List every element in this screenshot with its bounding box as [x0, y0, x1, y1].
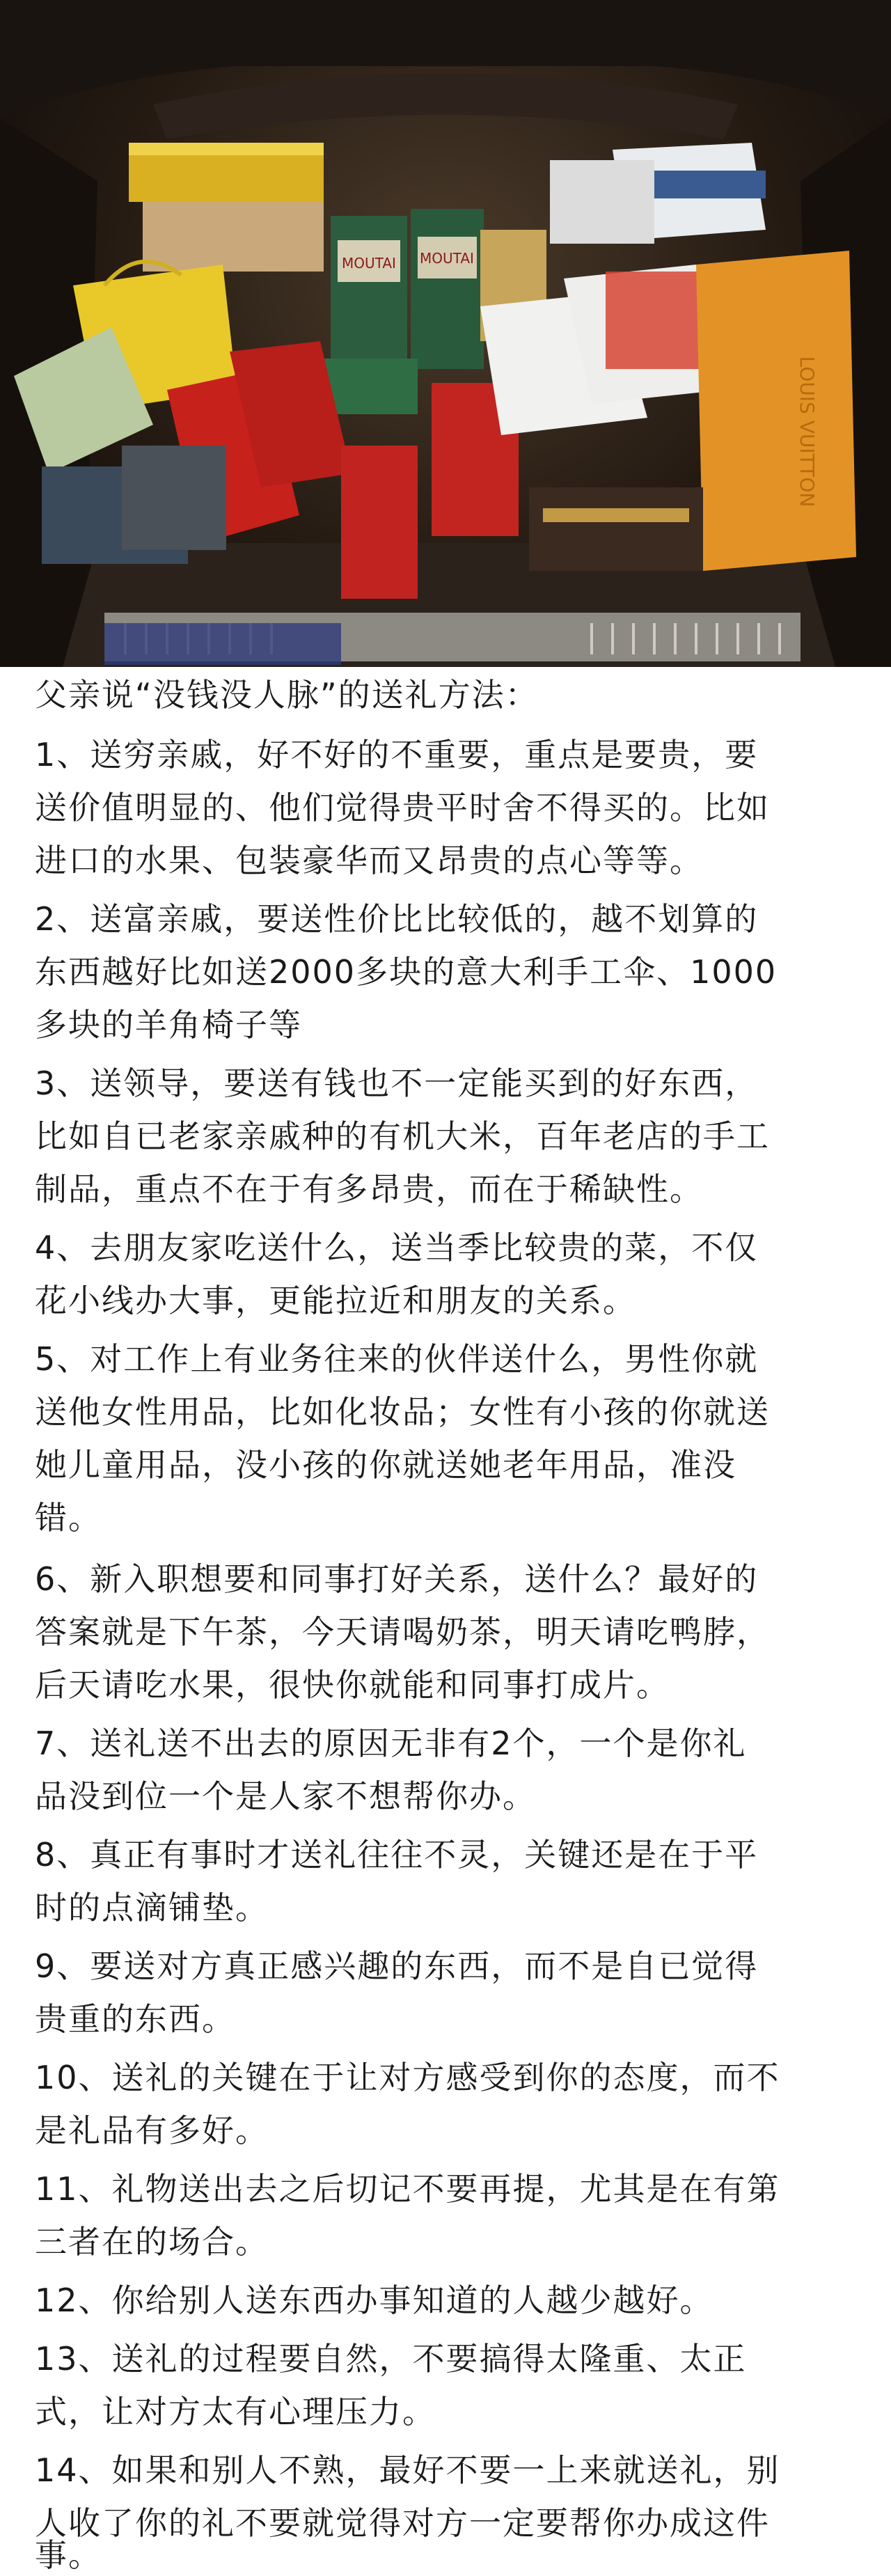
article-line: 是礼品有多好。 [35, 2112, 269, 2149]
rear-seat-back [153, 73, 738, 139]
article-line: 贵重的东西。 [35, 2000, 235, 2038]
moutai-box [411, 209, 484, 369]
red-cigarette-carton [341, 446, 418, 599]
moutai-label: MOUTAI [420, 250, 474, 267]
article-line: 1、送穷亲戚，好不好的不重要，重点是要贵，要 [35, 736, 759, 773]
article-line: 5、对工作上有业务往来的伙伴送什么，男性你就 [35, 1340, 759, 1378]
article-line: 14、如果和别人不熟，最好不要一上来就送礼，别 [35, 2451, 780, 2489]
article-line: 进口的水果、包装豪华而又昂贵的点心等等。 [35, 842, 703, 879]
article-line: 品没到位一个是人家不想帮你办。 [35, 1777, 536, 1815]
article-line: 2、送富亲戚，要送性价比比较低的，越不划算的 [35, 900, 759, 938]
moutai-label: MOUTAI [342, 255, 396, 272]
article-line: 比如自已老家亲戚种的有机大米，百年老店的手工 [35, 1117, 770, 1155]
article-line: 人收了你的礼不要就觉得对方一定要帮你办成这件 [35, 2504, 770, 2542]
article-line: 后天请吃水果，很快你就能和同事打成片。 [35, 1666, 670, 1704]
article-line: 10、送礼的关键在于让对方感受到你的态度，而不 [35, 2059, 780, 2096]
beige-gift-box [143, 202, 324, 272]
article-line: 13、送礼的过程要自然，不要搞得太隆重、太正 [35, 2340, 747, 2378]
article-line: 东西越好比如送2000多块的意大利手工伞、1000 [35, 953, 778, 991]
article-line: 9、要送对方真正感兴趣的东西，而不是自已觉得 [35, 1947, 759, 1985]
article-line: 11、礼物送出去之后切记不要再提，尤其是在有第 [35, 2170, 780, 2208]
article-line: 三者在的场合。 [35, 2223, 269, 2261]
article-line: 3、送领导，要送有钱也不一定能买到的好东西， [35, 1065, 759, 1102]
article-line: 她儿童用品，没小孩的你就送她老年用品，准没 [35, 1446, 736, 1484]
article-line: 送价值明显的、他们觉得贵平时舍不得买的。比如 [35, 789, 770, 826]
article-line: 6、新入职想要和同事打好关系，送什么？最好的 [35, 1560, 759, 1598]
article-line: 花小线办大事，更能拉近和朋友的关系。 [35, 1282, 636, 1319]
orange-lv-box [696, 251, 856, 571]
car-trunk-gifts-photo [0, 0, 891, 667]
article-line: 答案就是下午茶，今天请喝奶茶，明天请吃鸭脖， [35, 1613, 770, 1651]
article-line: 制品，重点不在于有多昂贵，而在于稀缺性。 [35, 1170, 703, 1208]
photo-illustration [0, 0, 891, 667]
dark-gift-box [122, 446, 226, 550]
article-line: 送他女性用品，比如化妆品；女性有小孩的你就送 [35, 1393, 770, 1431]
article-line: 式，让对方太有心理压力。 [35, 2393, 436, 2430]
article-line: 12、你给别人送东西办事知道的人越少越好。 [35, 2282, 713, 2319]
lv-label: LOUIS VUITTON [796, 356, 819, 508]
dark-gift-box [529, 487, 703, 571]
article-line: 4、去朋友家吃送什么，送当季比较贵的菜，不仅 [35, 1229, 759, 1266]
article-line: 事。 [35, 2536, 102, 2574]
article-line: 时的点滴铺垫。 [35, 1889, 269, 1926]
article-line: 多块的羊角椅子等 [35, 1006, 302, 1044]
article-title: 父亲说“没钱没人脉”的送礼方法： [35, 676, 539, 714]
article-line: 错。 [35, 1499, 102, 1537]
article-line: 7、送礼送不出去的原因无非有2个，一个是你礼 [35, 1725, 747, 1762]
article-line: 8、真正有事时才送礼往往不灵，关键还是在于平 [35, 1836, 759, 1874]
moutai-box [331, 216, 407, 369]
